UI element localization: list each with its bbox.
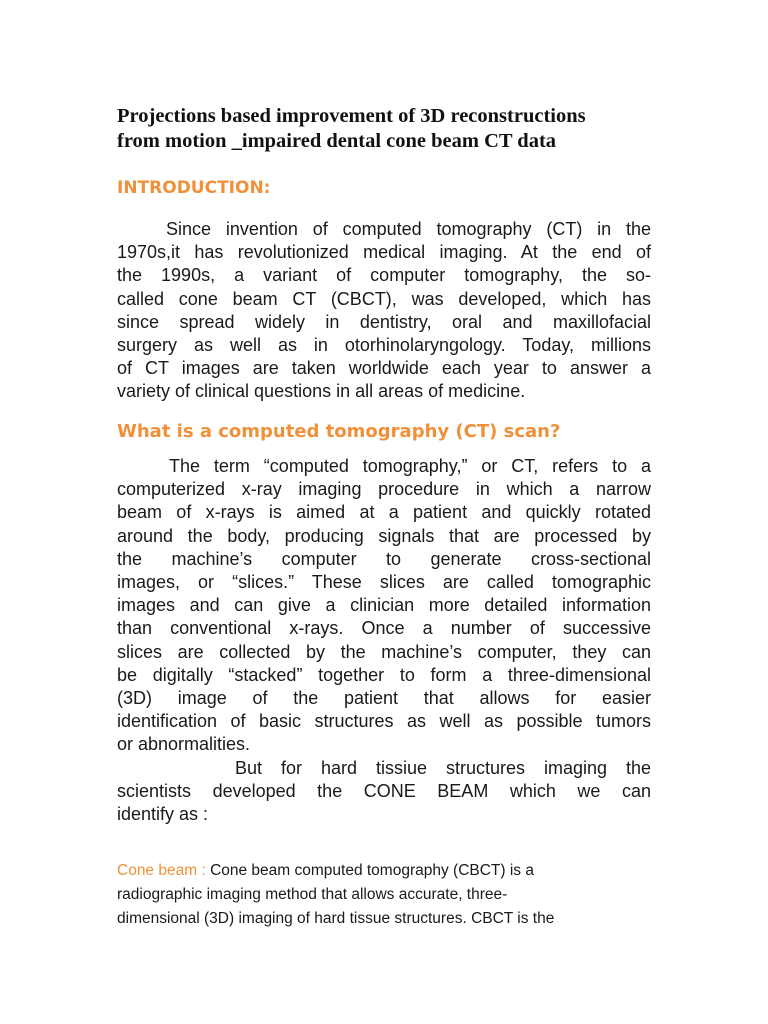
paragraph-line: 1970s,it has revolutionized medical imaging. At the end of <box>117 242 651 263</box>
paragraph-line: But for hard tissiue structures imaging the <box>235 757 651 778</box>
paragraph-line: or abnormalities. <box>117 734 251 755</box>
cone-beam-label: Cone beam : <box>117 862 211 879</box>
title-line: Projections based improvement of 3D reconstructions <box>117 105 586 127</box>
paragraph-line: around the body, producing signals that are processed by <box>117 525 651 546</box>
introduction-heading: INTRODUCTION: <box>117 178 271 198</box>
paragraph-line <box>117 859 637 883</box>
paragraph-line: the machine’s computer to generate cross-sectional <box>117 548 651 569</box>
cone-beam-paragraph <box>117 859 637 931</box>
paragraph-line: images, or “slices.” These slices are called tomographic <box>117 572 651 593</box>
paragraph-line: of CT images are taken worldwide each year to answer a <box>117 358 651 379</box>
paragraph-line: dimensional (3D) imaging of hard tissue structures. CBCT is the <box>117 910 555 927</box>
paragraph-line: slices are collected by the machine’s computer, they can <box>117 641 651 662</box>
paragraph-line: Since invention of computed tomography (CT) in the <box>166 219 651 239</box>
paragraph-line: scientists developed the CONE BEAM which we can <box>117 780 651 801</box>
paragraph-line: identification of basic structures as well as possible tumors <box>117 711 651 732</box>
paragraph-line: The term “computed tomography,” or CT, refers to a <box>169 456 651 476</box>
cone-beam-text: Cone beam computed tomography (CBCT) is a <box>210 862 534 879</box>
title-line: from motion _impaired dental cone beam CT data <box>117 130 557 152</box>
introduction-paragraph <box>117 218 651 404</box>
paragraph-line: images and can give a clinician more detailed information <box>117 595 651 616</box>
paragraph-line: than conventional x-rays. Once a number of successive <box>117 618 651 639</box>
paragraph-line: computerized x-ray imaging procedure in which a narrow <box>117 479 651 500</box>
document-title <box>117 104 657 154</box>
paragraph-line: the 1990s, a variant of computer tomography, the so- <box>117 265 651 286</box>
paragraph-line: beam of x-rays is aimed at a patient and quickly rotated <box>117 502 651 523</box>
paragraph-line: variety of clinical questions in all areas of medicine. <box>117 381 526 402</box>
paragraph-line: since spread widely in dentistry, oral and maxillofacial <box>117 311 651 332</box>
paragraph-line: identify as : <box>117 804 209 825</box>
paragraph-line: radiographic imaging method that allows accurate, three- <box>117 886 508 903</box>
paragraph-line: (3D) image of the patient that allows for easier <box>117 688 651 709</box>
ct-section-paragraph <box>117 455 651 826</box>
paragraph-line: surgery as well as in otorhinolaryngology. Today, millions <box>117 335 651 356</box>
paragraph-line: be digitally “stacked” together to form a three-dimensional <box>117 664 651 685</box>
paragraph-line: called cone beam CT (CBCT), was developed, which has <box>117 288 651 309</box>
ct-section-heading: What is a computed tomography (CT) scan? <box>117 421 561 442</box>
